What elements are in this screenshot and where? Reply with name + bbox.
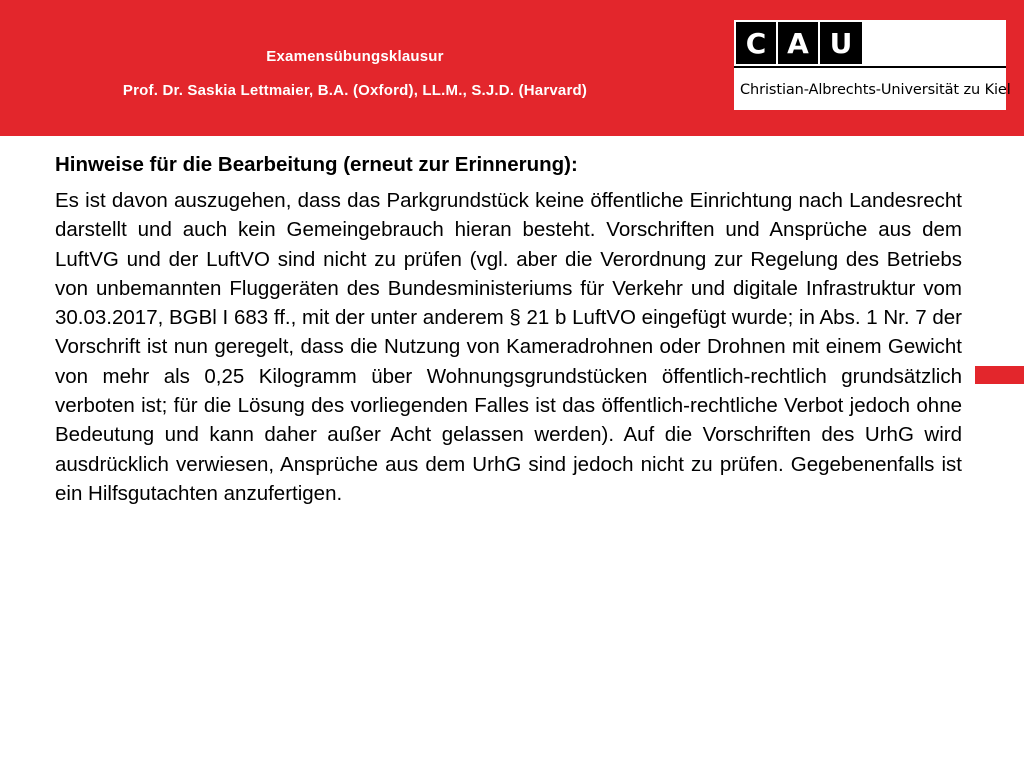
logo-letter-u: U: [829, 26, 853, 60]
logo-divider: [734, 66, 1006, 68]
logo-letter-c: C: [736, 22, 778, 64]
logo-letter-a: A: [778, 22, 820, 64]
content-heading: Hinweise für die Bearbeitung (erneut zur Erinnerung):: [55, 153, 578, 176]
slide-content: [55, 152, 962, 508]
professor-name: Prof. Dr. Saskia Lettmaier, B.A. (Oxford), LL.M., S.J.D. (Harvard): [122, 82, 588, 99]
content-body: Es ist davon auszugehen, dass das Parkgrundstück keine öffentliche Einrichtung nach Landesrecht darstellt und auch kein Gemeingebrauch hieran besteht. Vorschriften und Ansprüche aus dem LuftVG und der LuftVO sind nicht zu prüfen (vgl. aber die Verordnung zur Regelung des Betriebs von unbemannten Fluggeräten des Bundesministeriums für Verkehr und digitale Infrastruktur vom 30.03.2017, BGBl I 683 ff., mit der unter anderem § 21 b LuftVO eingefügt wurde; in Abs. 1 Nr. 7 der Vorschrift ist nun geregelt, dass die Nutzung von Kameradrohnen oder Drohnen mit einem Gewicht von mehr als 0,25 Kilogramm über Wohnungsgrundstücken öffentlich-rechtlich grundsätzlich verboten ist; für die Lösung des vorliegenden Falles ist das öffentlich-rechtliche Verbot jedoch ohne Bedeutung und kann daher außer Acht gelassen werden). Auf die Vorschriften des UrhG wird ausdrücklich verwiesen, Ansprüche aus dem UrhG sind jedoch nicht zu prüfen. Gegebenenfalls ist ein Hilfsgutachten anzufertigen.: [55, 189, 962, 505]
side-marker: [975, 366, 1024, 384]
cau-logo: [734, 20, 1011, 110]
logo-letters: [736, 22, 862, 64]
university-name: Christian-Albrechts-Universität zu Kiel: [740, 82, 1011, 98]
exam-title: Examensübungsklausur: [266, 48, 444, 65]
header-bar: [0, 0, 1024, 136]
